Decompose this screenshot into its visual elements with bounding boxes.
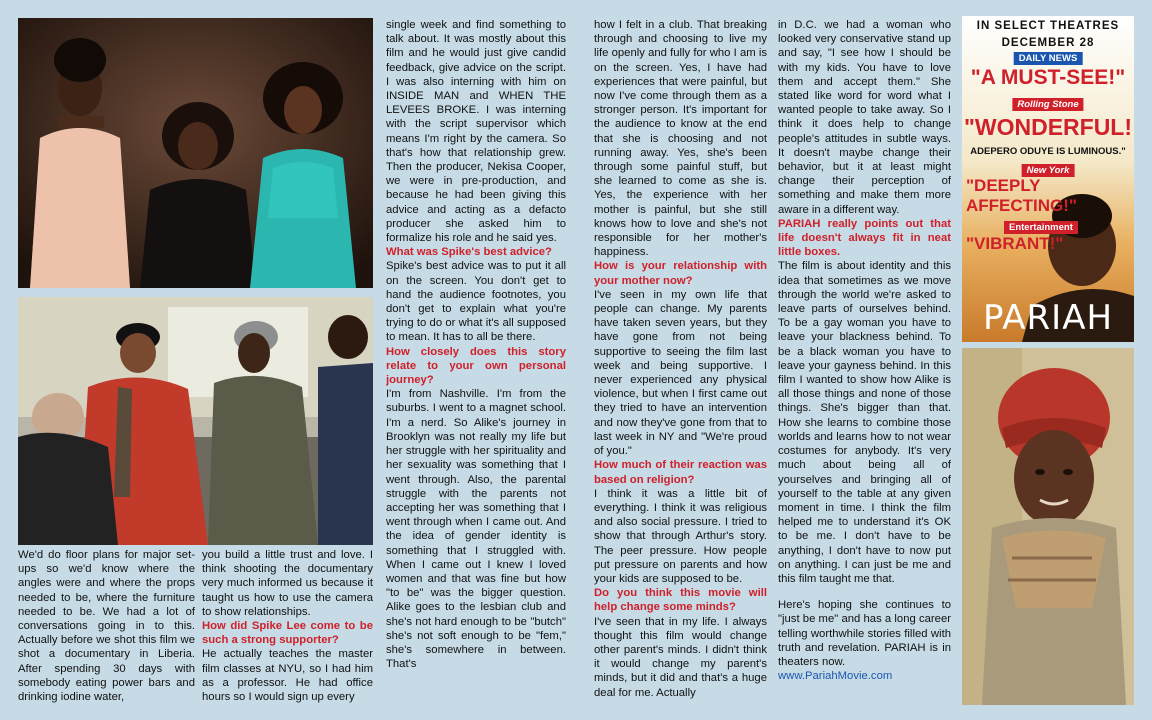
col2-paragraph-1: single week and find something to talk about. It was mostly about this film and he would just give candid feedback, give advice on the script. I was also interning with him on INSIDE MAN and WHEN THE LEVEES BROKE. I was interning with the script supervisor which means I'm right by the camera. So that's how that relationship grew. Then the producer, Nekisa Cooper, we were in pre-production, and because he had been giving this advice and acting as a defacto producer she asked him to formalize his role and he said yes. (386, 19, 566, 245)
col3-paragraph-4: I've seen that in my life. I always thought this film would change other parent's minds. I didn't think it would change my parent's minds, but it did and that's a huge deal for me. Actually (594, 615, 767, 699)
question-religion: How much of their reaction was based on religion? (594, 459, 767, 486)
ad-quote-luminous: ADEPERO ODUYE IS LUMINOUS." (970, 146, 1126, 157)
column-2-text (386, 18, 566, 718)
question-spike-advice: What was Spike's best advice? (386, 246, 552, 259)
col4-paragraph-2: The film is about identity and this idea that sometimes as we move through the world we're asked to leave parts of ourselves behind. To be a gay woman you have to leave your blackness behind. To be a black woman you have to leave your gayness behind. In this film I wanted to show how Alike is all those things and none of those things. She's bigger than that. How she learns to combine those worlds and learns how to not wear costumes for anybody. It's very much about being all of yourselves and bringing all of yourself to the table at any given moment in time. I think the film helped me to understand it's OK to be me. I don't have to be anything, I don't have to now put on anything. I can just be me and this film taught me that. (778, 260, 951, 585)
question-spike-support: How did Spike Lee come to be such a strong supporter? (202, 620, 373, 647)
photo-premiere (18, 18, 373, 288)
pariah-website-link[interactable]: www.PariahMovie.com (778, 670, 893, 683)
photo-film-set (18, 297, 373, 545)
ad-movie-title: PARIAH (982, 298, 1114, 338)
spacer (778, 586, 951, 598)
ad-theatres-line: IN SELECT THEATRES (976, 20, 1120, 32)
ad-quote-wonderful: "WONDERFUL! (963, 114, 1133, 140)
col2b-paragraph-1: you build a little trust and love. I think shooting the documentary very much informed us because it taught us how to use the camera to show relationships. (202, 549, 373, 618)
col2-paragraph-2: Spike's best advice was to put it all on the screen. You don't get to hand the audience footnotes, you don't get to explain what you're trying to do or what it's all supposed to mean. It has to all be there. (386, 260, 566, 344)
column-1-text (18, 548, 195, 718)
column-4-text (778, 18, 951, 718)
ad-quote-vibrant: "VIBRANT!" (966, 234, 1064, 253)
ad-quote-deeply: "DEEPLY (966, 176, 1041, 195)
question-personal-journey: How closely does this story relate to your own personal journey? (386, 345, 566, 387)
column-3-text (594, 18, 767, 718)
pariah-movie-ad[interactable] (962, 16, 1134, 342)
ad-source-entertainment: Entertainment (1004, 221, 1078, 234)
col3-paragraph-3: I think it was a little bit of everything. I think it was religious and also social pressure. I tried to show that through Arthur's story. The peer pressure. How people put pressure on parents and how your kids are supposed to be. (594, 487, 767, 585)
col3-paragraph-1: how I felt in a club. That breaking through and choosing to live my life openly and fully for who I am is on the screen. Yes, I have had experiences that were painful, but now I've come through them as a stronger person. It's important for the audience to know at the end that she is choosing and not running away. Yes, she's been through some painful stuff, but she learned to come as she is. Yes, the experience with her mother is painful, but she still knows how to love and she's not responsible for her mother's happiness. (594, 19, 767, 259)
col2-paragraph-3: I'm from Nashville. I'm from the suburbs. I went to a magnet school. I'm a nerd. So Alike's journey in Brooklyn was not really my life but her struggle with her spirituality and her sexuality was something that I went through. Also, the parental struggle with the parents not accepting her was something that I went through when I came out. And the idea of gender identity is something that I struggled with. When I came out I knew I loved women and that was fine but how "to be" was the bigger question. Alike goes to the lesbian club and she's not hard enough to be "butch" she's not soft enough to be "fem," she's somewhere in between. That's (386, 388, 566, 671)
ad-quote-must-see: "A MUST-SEE!" (970, 66, 1126, 89)
photo-director-portrait (962, 348, 1134, 705)
ad-quote-affecting: AFFECTING!" (966, 196, 1077, 215)
ad-source-new-york: New York (1022, 164, 1075, 177)
ad-source-daily-news: DAILY NEWS (1014, 52, 1083, 65)
column-2-lower-text (202, 548, 373, 718)
col2b-paragraph-2: He actually teaches the master film classes at NYU, so I had him as a professor. He had office hours so I would sign up every (202, 648, 373, 704)
premiere-illustration (18, 18, 373, 288)
ad-source-rolling-stone: Rolling Stone (1012, 98, 1083, 111)
ad-date-line: DECEMBER 28 (1001, 37, 1095, 49)
film-set-illustration (18, 297, 373, 545)
question-change-minds: Do you think this movie will help change some minds? (594, 587, 767, 614)
col3-paragraph-2: I've seen in my own life that people can change. My parents have taken seven years, but they have gone from not being supportive to seeing the film last week and being supportive. I never experienced any physical violence, but when I first came out they tried to have an intervention and now they've gone from that to last week in NY and "We're proud of you." (594, 288, 767, 458)
portrait-illustration (962, 348, 1134, 705)
col1-paragraph: We'd do floor plans for major set-ups so we'd know where the angles were and where the props needed to be, where the furniture needed to be. We had a lot of conversations going in to this. Actually before we shot this film we shot a documentary in Liberia. After spending 30 days with somebody eating power bars and drinking iodine water, (18, 549, 195, 704)
statement-boxes: PARIAH really points out that life doesn't always fit in neat little boxes. (778, 217, 951, 259)
question-mother: How is your relationship with your mother now? (594, 260, 767, 287)
col4-paragraph-1: in D.C. we had a woman who looked very conservative stand up and say, "I see how I should be with my kids. You have to love them and accept them." She stated like word for word what I wanted people to take away. So I think it does help to change people's attitudes in subtle ways. It doesn't maybe change their behavior, but it at least might change their perception of something and make them more aware in a different way. (778, 19, 951, 216)
col4-paragraph-3: Here's hoping she continues to "just be me" and has a long career telling worthwhile stories filled with truth and revelation. PARIAH is in theaters now. (778, 599, 951, 668)
